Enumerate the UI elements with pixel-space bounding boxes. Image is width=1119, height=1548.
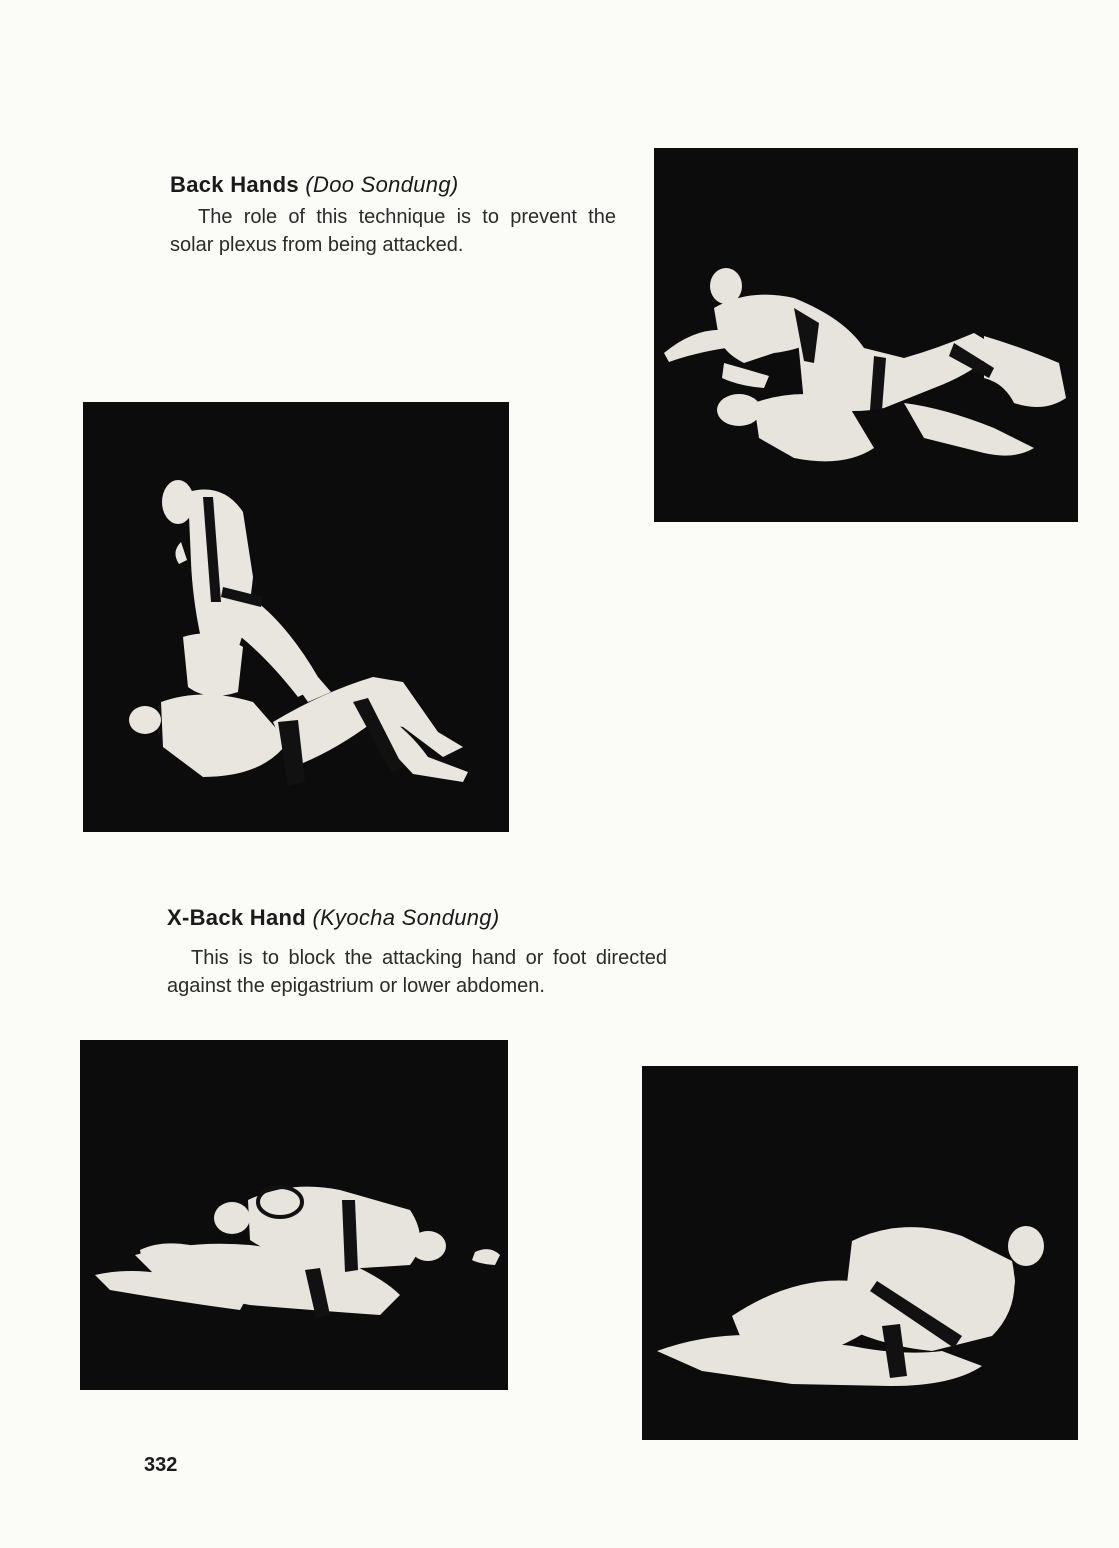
photo-back-hands-1 [654, 148, 1078, 522]
section-title: X-Back Hand [167, 905, 307, 930]
photo-x-back-hand-1 [80, 1040, 508, 1390]
section-title: Back Hands [170, 172, 299, 197]
section-body-text: The role of this technique is to prevent the solar plexus from being attacked. [170, 206, 616, 256]
page-number: 332 [144, 1454, 178, 1476]
section-subtitle: (Kyocha Sondung) [312, 905, 500, 930]
section-body-text: This is to block the attacking hand or foot directed against the epigastrium or lower abdomen. [167, 947, 667, 997]
section-heading-back-hands [170, 172, 458, 198]
section-subtitle: (Doo Sondung) [305, 172, 459, 197]
photo-back-hands-2 [83, 402, 509, 832]
section-heading-x-back-hand [167, 905, 499, 931]
photo-x-back-hand-2 [642, 1066, 1078, 1440]
